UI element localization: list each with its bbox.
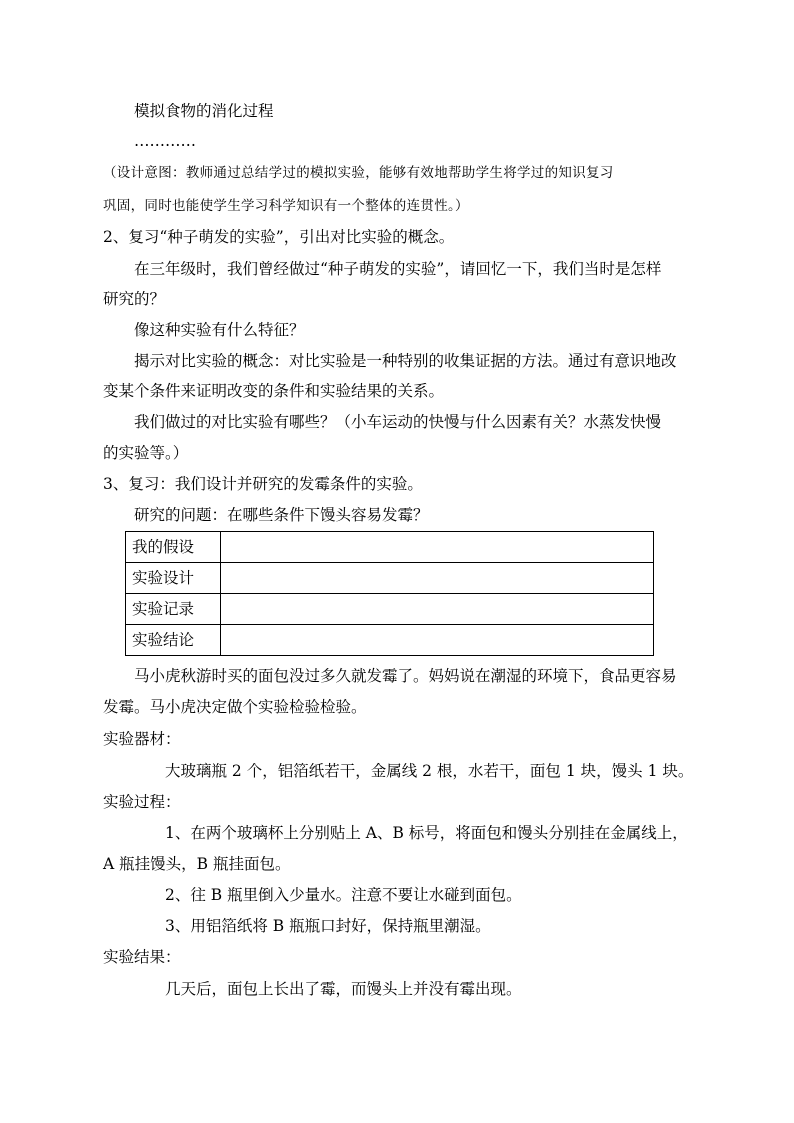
design-note-line: （设计意图：教师通过总结学过的模拟实验，能够有效地帮助学生将学过的知识复习: [103, 165, 614, 181]
subheading: 实验器材：: [103, 730, 181, 748]
table-row-label: 实验记录: [126, 594, 221, 625]
table-cell: [221, 532, 654, 563]
table-cell: [221, 563, 654, 594]
subheading: 实验结果：: [103, 948, 181, 966]
table-cell: [221, 625, 654, 656]
step-line: 2、往 B 瓶里倒入少量水。注意不要让水碰到面包。: [165, 886, 522, 904]
table-row: [126, 532, 654, 563]
text-line: 模拟食物的消化过程: [134, 102, 274, 120]
materials-line: 大玻璃瓶 2 个，铝箔纸若干，金属线 2 根，水若干，面包 1 块，馒头 1 块。: [165, 762, 694, 780]
table-cell: [221, 594, 654, 625]
section-heading: 3、复习：我们设计并研究的发霉条件的实验。: [103, 475, 423, 493]
paragraph-line: 的实验等。）: [103, 444, 189, 462]
paragraph-line: 发霉。马小虎决定做个实验检验检验。: [103, 698, 367, 716]
step-line: 3、用铝箔纸将 B 瓶瓶口封好，保持瓶里潮湿。: [165, 917, 491, 935]
paragraph-line: 马小虎秋游时买的面包没过多久就发霉了。妈妈说在潮湿的环境下，食品更容易: [134, 667, 677, 685]
table-row: [126, 563, 654, 594]
table-row: [126, 594, 654, 625]
paragraph-line: 在三年级时，我们曾经做过“种子萌发的实验”，请回忆一下，我们当时是怎样: [134, 260, 662, 278]
paragraph-line: 我们做过的对比实验有哪些？（小车运动的快慢与什么因素有关？水蒸发快慢: [134, 413, 662, 431]
paragraph-line: 揭示对比实验的概念：对比实验是一种特别的收集证据的方法。通过有意识地改: [134, 352, 677, 370]
paragraph-line: 变某个条件来证明改变的条件和实验结果的关系。: [103, 382, 445, 400]
experiment-table: [125, 531, 654, 656]
step-line: 1、在两个玻璃杯上分别贴上 A、B 标号，将面包和馒头分别挂在金属线上，: [165, 824, 688, 842]
table-row-label: 实验结论: [126, 625, 221, 656]
result-line: 几天后，面包上长出了霉，而馒头上并没有霉出现。: [165, 980, 522, 998]
step-line: A 瓶挂馒头，B 瓶挂面包。: [103, 855, 291, 873]
table-row-label: 我的假设: [126, 532, 221, 563]
subheading: 实验过程：: [103, 793, 181, 811]
table-row-label: 实验设计: [126, 563, 221, 594]
ellipsis-line: …………: [134, 132, 196, 150]
paragraph-line: 像这种实验有什么特征？: [134, 321, 305, 339]
research-question: 研究的问题：在哪些条件下馒头容易发霉？: [134, 506, 429, 524]
table-row: [126, 625, 654, 656]
section-heading: 2、复习“种子萌发的实验”，引出对比实验的概念。: [103, 228, 455, 246]
paragraph-line: 研究的？: [103, 290, 166, 308]
design-note-line: 巩固，同时也能使学生学习科学知识有一个整体的连贯性。）: [103, 198, 469, 214]
